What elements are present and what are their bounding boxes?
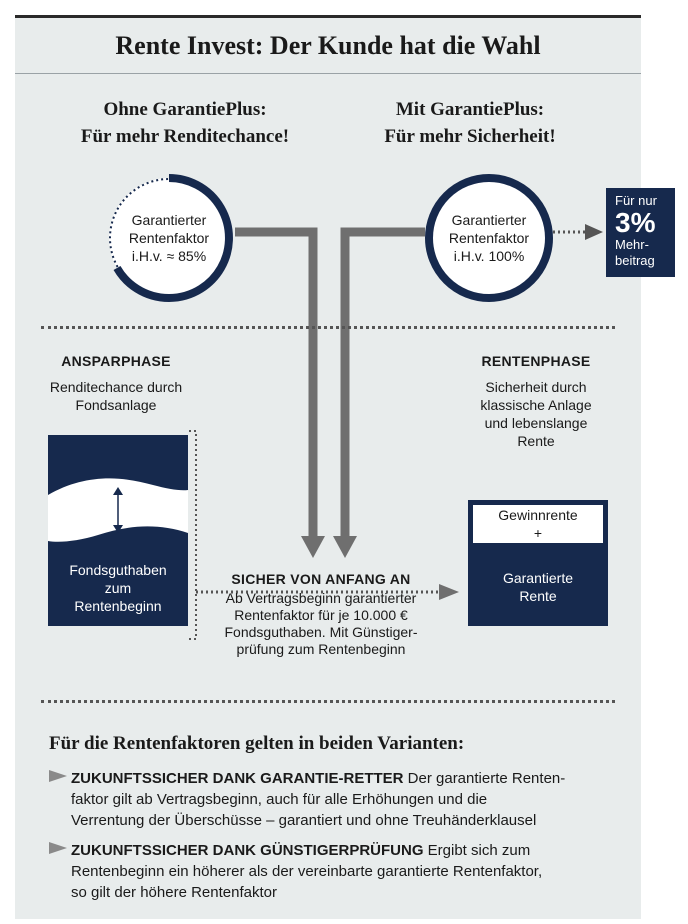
bullet-arrow-icon bbox=[49, 770, 67, 782]
extra-premium-badge bbox=[606, 188, 675, 277]
right-circle-wrap bbox=[425, 174, 553, 302]
ansparphase-text bbox=[31, 378, 201, 414]
bullet-2-line1: Ergibt sich zum bbox=[423, 842, 531, 859]
bullet-1-line3: Verrentung der Überschüsse – garantiert und ohne Treuhänderklausel bbox=[71, 812, 537, 829]
bullet-arrow-icon bbox=[49, 842, 67, 854]
rentenphase-text-line2: klassische Anlage bbox=[480, 397, 592, 413]
fund-box-line1: Fondsguthaben bbox=[69, 562, 167, 578]
right-arrowhead bbox=[333, 536, 357, 558]
center-arrowhead bbox=[439, 584, 459, 600]
center-line1: Ab Vertragsbeginn garantierter bbox=[225, 590, 417, 606]
fund-dotted-outline bbox=[189, 431, 196, 639]
footer-heading: Für die Rentenfaktoren gelten in beiden Varianten: bbox=[49, 733, 465, 754]
badge-line4: beitrag bbox=[615, 253, 655, 268]
badge-value: 3% bbox=[615, 207, 656, 238]
rentenphase-text-line1: Sicherheit durch bbox=[485, 379, 587, 395]
left-heading-line1: Ohne GarantiePlus: bbox=[103, 99, 267, 120]
pension-box-plus: + bbox=[533, 525, 543, 541]
bullet-2-line2: Rentenbeginn ein höherer als der vereinbarte garantierte Rentenfaktor, bbox=[71, 863, 543, 880]
divider-top bbox=[41, 326, 615, 329]
badge-line1: Für nur bbox=[615, 193, 657, 208]
right-circle-line2: Rentenfaktor bbox=[448, 230, 530, 246]
ansparphase-title: ANSPARPHASE bbox=[61, 353, 171, 369]
center-line3: Fondsguthaben. Mit Günstiger- bbox=[224, 624, 418, 640]
bullet-1-line2: faktor gilt ab Vertragsbeginn, auch für alle Erhöhungen und die bbox=[71, 791, 488, 808]
footer-bullet-1 bbox=[49, 768, 629, 831]
badge-line3: Mehr- bbox=[615, 237, 649, 252]
left-flow-arrow bbox=[235, 232, 313, 538]
rentenphase-text-line3: und lebenslange bbox=[484, 415, 588, 431]
rentenphase-text bbox=[451, 378, 621, 450]
divider-bottom bbox=[41, 700, 615, 703]
center-line4: prüfung zum Rentenbeginn bbox=[236, 641, 406, 657]
bullet-1-line1: Der garantierte Renten- bbox=[403, 770, 566, 787]
left-circle-wrap bbox=[105, 174, 233, 302]
bullet-1-lead: ZUKUNFTSSICHER DANK GARANTIE-RETTER bbox=[71, 770, 404, 787]
ansparphase-text-line1: Renditechance durch bbox=[49, 379, 183, 395]
bullet-2-line3: so gilt der höhere Rentenfaktor bbox=[71, 884, 277, 901]
badge-arrowhead bbox=[585, 224, 603, 240]
right-heading-line2: Für mehr Sicherheit! bbox=[384, 126, 556, 147]
footer-bullet-2 bbox=[49, 840, 629, 903]
left-heading-line2: Für mehr Renditechance! bbox=[80, 126, 290, 147]
page-title: Rente Invest: Der Kunde hat die Wahl bbox=[15, 18, 641, 74]
rentenphase-title: RENTENPHASE bbox=[481, 353, 591, 369]
left-circle-line1: Garantierter bbox=[131, 212, 207, 228]
rentenphase-text-line4: Rente bbox=[517, 433, 555, 449]
fund-box-line3: Rentenbeginn bbox=[74, 598, 162, 614]
pension-box-line2: Rente bbox=[519, 588, 557, 604]
bullet-2-lead: ZUKUNFTSSICHER DANK GÜNSTIGERPRÜFUNG bbox=[71, 842, 424, 859]
center-title: SICHER VON ANFANG AN bbox=[231, 571, 411, 587]
left-circle-text bbox=[105, 174, 233, 302]
fund-box-line2: zum bbox=[104, 580, 132, 596]
fund-box-label bbox=[48, 561, 188, 615]
right-heading-line1: Mit GarantiePlus: bbox=[395, 99, 545, 120]
ansparphase-text-line2: Fondsanlage bbox=[75, 397, 157, 413]
pension-box-line1: Garantierte bbox=[502, 570, 574, 586]
right-circle-text bbox=[425, 174, 553, 302]
fund-balance-box bbox=[48, 435, 188, 626]
pension-box-top: Gewinnrente bbox=[498, 507, 578, 523]
left-arrowhead bbox=[301, 536, 325, 558]
guaranteed-pension-label bbox=[468, 569, 608, 605]
infographic-panel bbox=[15, 15, 657, 919]
left-circle-line3: i.H.v. ≈ 85% bbox=[131, 248, 207, 264]
right-circle-line3: i.H.v. 100% bbox=[453, 248, 525, 264]
center-info bbox=[201, 571, 441, 658]
center-line2: Rentenfaktor für je 10.000 € bbox=[234, 607, 408, 623]
right-flow-arrow bbox=[345, 232, 425, 538]
left-circle-line2: Rentenfaktor bbox=[128, 230, 210, 246]
profit-pension-panel bbox=[473, 505, 603, 543]
pension-box bbox=[468, 500, 608, 626]
right-circle-line1: Garantierter bbox=[451, 212, 527, 228]
